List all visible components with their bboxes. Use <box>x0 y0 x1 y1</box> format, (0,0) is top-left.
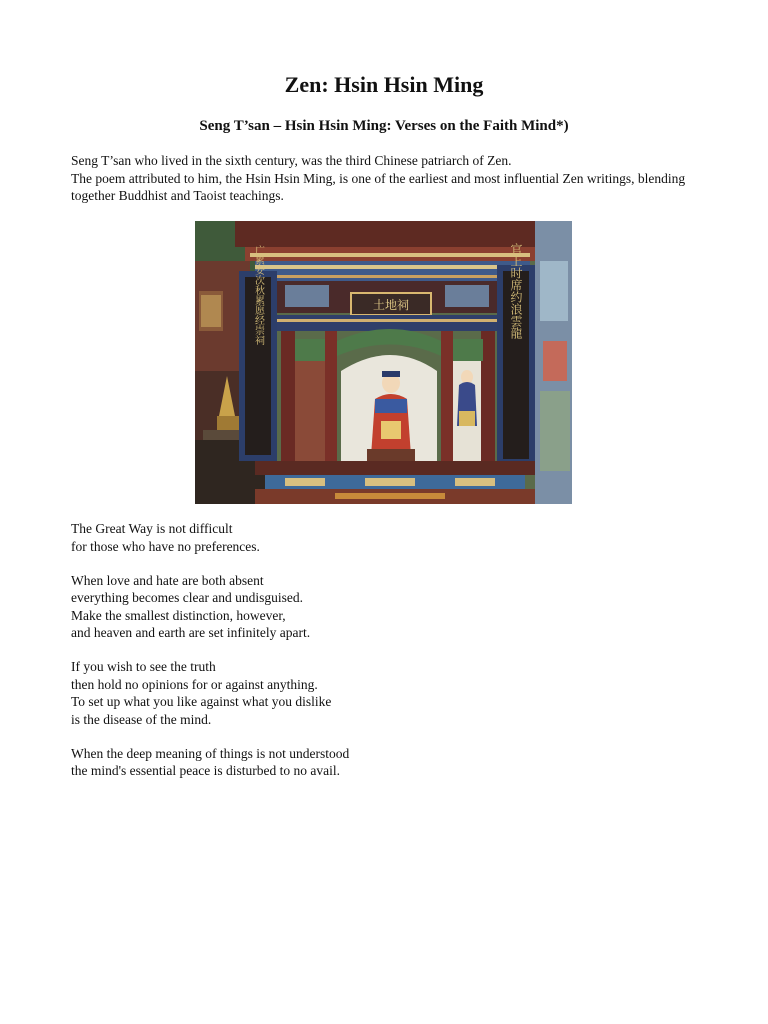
poem-line: If you wish to see the truth <box>71 659 216 674</box>
temple-shrine-photo <box>195 221 572 504</box>
page-subtitle: Seng T’san – Hsin Hsin Ming: Verses on the Faith Mind*) <box>199 118 569 134</box>
poem-stanza <box>71 745 701 780</box>
poem-line: When love and hate are both absent <box>71 572 264 588</box>
poem-stanza <box>71 572 701 642</box>
poem-line: and heaven and earth are set infinitely apart. <box>71 625 311 640</box>
page-title: Zen: Hsin Hsin Ming <box>284 72 484 97</box>
left-couplet-text: 广累安次秋累愿经崇祠 <box>252 245 264 345</box>
poem-line: everything becomes clear and undisguised. <box>71 590 304 605</box>
intro-line: The poem attributed to him, the Hsin Hsin Ming, is one of the earliest and most influential Zen writings, blending together Buddhist and Taoist teachings. <box>71 170 686 203</box>
poem-stanza <box>71 520 701 555</box>
intro-line: Seng T’san who lived in the sixth century, was the third Chinese patriarch of Zen. <box>71 153 512 168</box>
poem-line: Make the smallest distinction, however, <box>71 607 286 623</box>
intro-paragraph <box>71 152 701 205</box>
poem-line: When the deep meaning of things is not understood <box>71 745 350 761</box>
poem-line: for those who have no preferences. <box>71 538 260 554</box>
plaque-text: 土地祠 <box>372 298 410 312</box>
poem-line: To set up what you like against what you dislike <box>71 694 332 709</box>
poem <box>71 520 701 796</box>
poem-stanza <box>71 658 701 728</box>
poem-line: then hold no opinions for or against anything. <box>71 676 318 692</box>
poem-line: the mind's essential peace is disturbed to no avail. <box>71 763 340 778</box>
poem-line: is the disease of the mind. <box>71 711 212 727</box>
poem-line: The Great Way is not difficult <box>71 521 233 536</box>
right-couplet-text: 官上时席约浪雲龍 <box>509 243 523 339</box>
